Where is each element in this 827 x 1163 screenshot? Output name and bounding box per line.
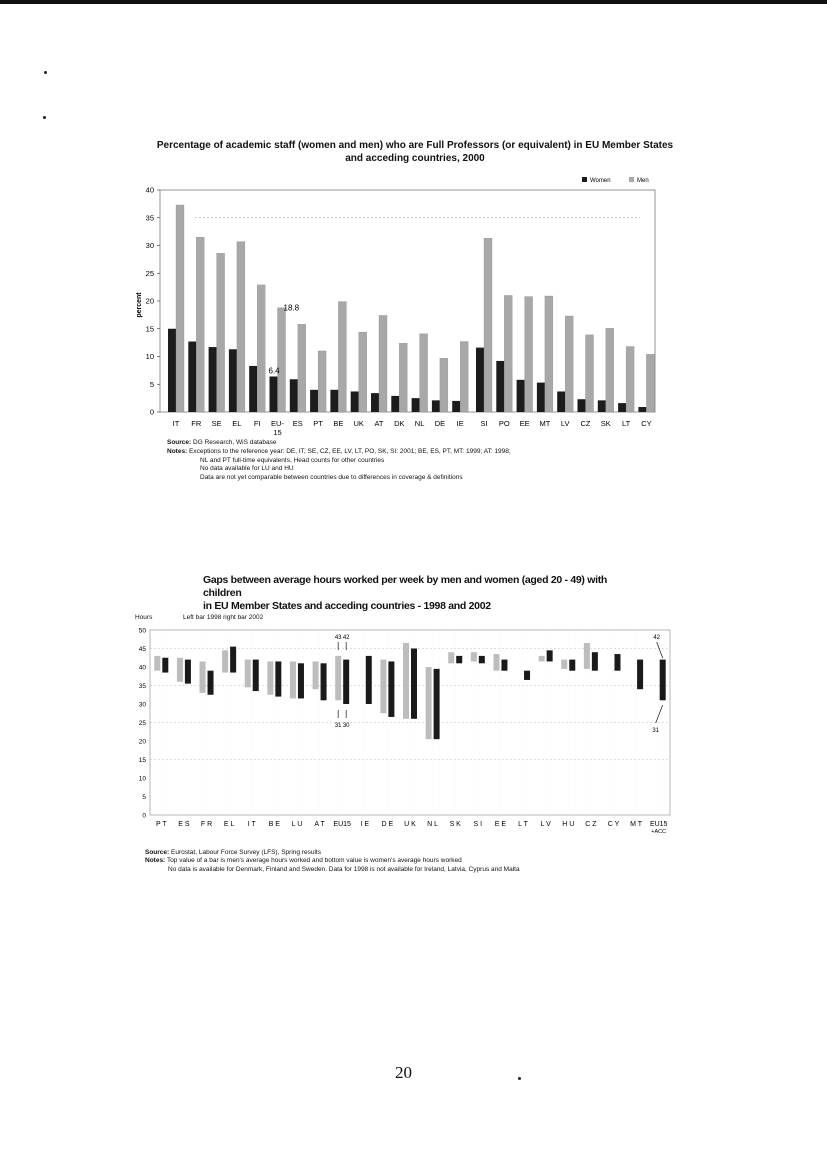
bar-1998-10	[380, 660, 386, 714]
page-top-border	[0, 0, 827, 4]
bar-women-be	[330, 390, 338, 412]
bar-women-at	[371, 393, 379, 412]
chart1-x-label-cz: CZ	[580, 419, 591, 428]
chart2-annot-acc-bottom: 31	[652, 728, 660, 734]
chart1-x-label-de: DE	[434, 419, 446, 428]
bar-women-cz	[578, 399, 586, 412]
chart2-x-label-0: P T	[155, 821, 167, 828]
chart1-note-2: NL and PT full-time equivalents, Head counts for other countries	[200, 456, 385, 464]
chart1-y-tick-label: 20	[145, 296, 154, 306]
bar-women-sk	[598, 400, 606, 412]
bar-men-cz	[586, 335, 594, 412]
chart2-y-tick-label: 40	[138, 664, 146, 672]
bar-men-po	[504, 295, 512, 412]
chart2-x-label-21: M T	[630, 821, 643, 828]
chart1-y-tick-label: 5	[149, 379, 154, 389]
bar-women-lt	[618, 403, 626, 412]
chart1-x-label-fi: FI	[253, 419, 261, 428]
page-number: 20	[395, 1063, 412, 1082]
bar-men-sk	[606, 328, 614, 412]
bar-2002-15	[501, 660, 507, 671]
chart1-annotation-men: 18.8	[283, 303, 300, 313]
chart2-hours-gap-chart	[120, 620, 680, 845]
bar-men-ee	[525, 297, 533, 412]
chart2-note-2: No data is available for Denmark, Finland and Sweden. Data for 1998 is not available for Ireland, Latvia, Cyprus and Malta	[168, 865, 520, 873]
bar-1998-17	[539, 656, 545, 662]
chart1-x-label-ee: EE	[519, 419, 530, 428]
chart2-x-label-22: EU15	[649, 821, 668, 828]
chart1-y-tick-label: 25	[145, 268, 154, 278]
chart1-x-label-pt: PT	[313, 419, 323, 428]
bar-2002-8	[343, 660, 349, 704]
bar-men-eu-15	[278, 308, 286, 412]
chart2-x-label-15: E E	[494, 821, 507, 828]
legend-swatch-women	[582, 177, 587, 182]
bar-women-de	[432, 400, 440, 412]
chart2-x-label-2: F R	[200, 821, 213, 828]
bar-women-mt	[537, 383, 545, 412]
chart1-y-tick-label: 40	[145, 185, 154, 195]
chart2-x-label-5: B E	[268, 821, 280, 828]
chart1-x-label-se: SE	[211, 419, 222, 428]
bar-women-es	[290, 379, 298, 412]
bar-2002-13	[456, 656, 462, 663]
bar-1998-14	[471, 652, 477, 661]
chart2-series-note: Left bar 1998 right bar 2002	[183, 614, 264, 621]
chart2-x-label-13: S K	[449, 821, 461, 828]
chart1-source	[167, 439, 276, 448]
bar-men-nl	[420, 334, 428, 412]
chart1-x-label-eu-15: 15	[273, 428, 282, 437]
chart2-y-tick-label: 10	[138, 775, 146, 783]
chart1-y-tick-label: 15	[145, 324, 154, 334]
scan-speck	[44, 71, 47, 74]
chart2-arrow	[656, 705, 663, 723]
bar-1998-18	[561, 660, 567, 669]
chart2-units-label: Hours	[135, 614, 153, 621]
chart1-x-label-es: ES	[292, 419, 303, 428]
chart2-x-label-3: E L	[223, 821, 235, 828]
chart2-x-label-19: C Z	[585, 821, 597, 828]
chart2-x-label-8: EU15	[333, 821, 351, 828]
bar-2002-17	[547, 650, 553, 661]
bar-1998-8	[335, 656, 341, 700]
bar-1998-4	[245, 660, 251, 688]
chart2-y-tick-label: 50	[138, 627, 146, 635]
chart1-note-3: No data available for LU and HU	[200, 465, 294, 472]
chart2-y-tick-label: 45	[138, 646, 146, 653]
chart2-note-1: Top value of a bar is men's average hours worked and bottom value is women's average hours worked	[166, 857, 462, 864]
chart1-x-label-ie: IE	[456, 419, 464, 428]
bar-women-po	[496, 361, 504, 412]
chart2-x-label-11: U K	[404, 821, 416, 828]
bar-2002-10	[388, 661, 394, 717]
chart1-note-4: Data are not yet comparable between countries due to differences in coverage & definitions	[200, 473, 463, 481]
scan-speck	[43, 116, 46, 119]
bar-men-dk	[399, 343, 407, 412]
chart2-x-label-9: I E	[360, 821, 370, 828]
legend-label-women: Women	[590, 178, 611, 184]
chart2-arrow	[657, 642, 663, 658]
bar-1998-0	[154, 656, 160, 671]
bar-2002-2	[208, 671, 214, 695]
bar-men-fi	[257, 285, 265, 412]
bar-2002-21	[637, 660, 643, 690]
bar-1998-2	[200, 661, 206, 692]
legend-swatch-men	[629, 177, 634, 182]
chart1-y-tick-label: 35	[145, 213, 154, 223]
bar-men-es	[298, 324, 306, 412]
chart2-x-label-22: +ACC	[651, 829, 667, 835]
chart1-x-label-nl: NL	[414, 419, 425, 428]
bar-women-fr	[188, 342, 196, 412]
bar-2002-19	[592, 652, 598, 671]
bar-2002-5	[275, 661, 281, 696]
bar-men-at	[379, 315, 387, 412]
chart1-notes-label: Notes:	[167, 448, 188, 455]
bar-2002-22	[660, 660, 666, 701]
chart2-y-tick-label: 25	[138, 720, 146, 727]
bar-2002-11	[411, 649, 417, 719]
chart1-x-label-si: SI	[480, 419, 488, 428]
bar-men-be	[338, 302, 346, 412]
bar-2002-6	[298, 663, 304, 698]
chart1-x-label-be: BE	[333, 419, 344, 428]
bar-women-dk	[391, 396, 399, 412]
chart1-source-label: Source:	[167, 439, 192, 446]
bar-women-se	[209, 347, 217, 412]
bar-1998-7	[313, 661, 319, 689]
chart1-professors-bar-chart	[120, 170, 665, 440]
chart2-notes	[145, 857, 520, 874]
bar-1998-3	[222, 650, 228, 672]
chart1-x-label-mt: MT	[539, 419, 551, 428]
bar-men-pt	[318, 351, 326, 412]
chart2-annot-eu15-top: 43	[334, 635, 342, 641]
bar-2002-18	[569, 660, 575, 671]
chart2-annot-acc-top: 42	[653, 635, 661, 641]
chart2-y-tick-label: 5	[142, 794, 146, 801]
legend-label-men: Men	[637, 178, 649, 184]
chart2-y-tick-label: 35	[138, 683, 146, 690]
bar-women-lv	[557, 391, 565, 412]
bar-women-eu-15	[270, 376, 278, 412]
bar-1998-19	[584, 643, 590, 669]
bar-2002-0	[162, 658, 168, 673]
bar-2002-7	[321, 663, 327, 700]
bar-women-pt	[310, 390, 318, 412]
bar-1998-15	[493, 654, 499, 671]
chart1-x-label-sk: SK	[600, 419, 611, 428]
chart1-annotation-women: 6.4	[268, 366, 280, 376]
chart1-x-label-lt: LT	[621, 419, 631, 428]
bar-men-el	[237, 242, 245, 412]
bar-2002-1	[185, 660, 191, 684]
bar-men-de	[440, 358, 448, 412]
chart1-notes	[167, 448, 511, 482]
scan-speck	[518, 1077, 521, 1080]
chart1-y-tick-label: 10	[145, 352, 154, 361]
chart2-x-label-17: L V	[540, 821, 551, 828]
bar-1998-13	[448, 652, 454, 663]
bar-men-lt	[626, 347, 634, 412]
bar-men-si	[484, 238, 492, 412]
bar-women-cy	[638, 407, 646, 412]
bar-women-ie	[452, 401, 460, 412]
chart1-source-text: DG Research, WiS database	[193, 439, 277, 446]
chart1-x-label-po: PO	[498, 419, 510, 428]
chart1-y-tick-label: 0	[149, 407, 154, 417]
bar-1998-5	[267, 661, 273, 694]
bar-2002-12	[434, 669, 440, 739]
bar-women-ee	[517, 380, 525, 412]
chart2-source-text: Eurostat, Labour Force Survey (LFS), Spring results	[171, 849, 321, 856]
bar-men-ie	[460, 342, 468, 412]
bar-2002-14	[479, 656, 485, 663]
chart1-y-tick-label: 30	[145, 241, 154, 250]
bar-men-it	[176, 205, 184, 412]
chart1-x-label-uk: UK	[353, 419, 364, 428]
chart2-title-line2: in EU Member States and acceding countries - 1998 and 2002	[203, 600, 491, 612]
chart2-y-tick-label: 0	[142, 812, 146, 820]
bar-men-fr	[196, 237, 204, 412]
chart2-x-label-1: E S	[178, 821, 190, 828]
chart2-y-tick-label: 30	[138, 701, 146, 709]
bar-women-uk	[351, 391, 359, 412]
bar-1998-11	[403, 643, 409, 719]
bar-2002-16	[524, 671, 530, 680]
bar-men-se	[217, 253, 225, 412]
bar-women-it	[168, 329, 176, 412]
chart1-x-label-eu-15: EU-	[271, 419, 284, 428]
chart2-x-label-7: A T	[314, 821, 325, 828]
bar-1998-6	[290, 661, 296, 698]
chart1-y-axis-label: percent	[136, 292, 143, 318]
chart2-x-label-14: S I	[473, 821, 483, 828]
chart1-x-label-lv: LV	[560, 419, 570, 428]
bar-women-el	[229, 349, 237, 412]
chart2-title-line1: Gaps between average hours worked per week by men and women (aged 20 - 49) with children	[203, 574, 608, 599]
bar-women-nl	[412, 398, 420, 412]
chart2-x-label-20: C Y	[607, 821, 620, 828]
bar-2002-3	[230, 647, 236, 673]
bar-men-lv	[565, 316, 573, 412]
chart2-x-label-12: N L	[427, 821, 439, 828]
bar-men-cy	[646, 354, 654, 412]
chart2-y-tick-label: 20	[138, 738, 146, 746]
bar-men-mt	[545, 296, 553, 412]
bar-men-uk	[359, 332, 367, 412]
chart2-x-label-4: I T	[247, 821, 256, 828]
bar-women-si	[476, 348, 484, 412]
chart1-x-label-it: IT	[172, 419, 180, 428]
bar-1998-1	[177, 658, 183, 682]
bar-2002-4	[253, 660, 259, 691]
chart1-x-label-fr: FR	[191, 419, 202, 428]
chart2-y-tick-label: 15	[138, 757, 146, 764]
chart2-x-label-18: H U	[562, 821, 575, 828]
chart1-x-label-cy: CY	[641, 419, 652, 428]
chart2-x-label-16: L T	[518, 821, 528, 828]
chart1-x-label-dk: DK	[394, 419, 405, 428]
chart2-annot-eu15-bottom: 30	[342, 723, 350, 729]
chart2-annot-eu15-bottom: 31	[334, 723, 342, 729]
chart2-notes-label: Notes:	[145, 857, 166, 864]
bar-2002-9	[366, 656, 372, 704]
chart1-x-label-at: AT	[374, 419, 384, 428]
chart1-x-label-el: EL	[232, 419, 242, 428]
chart2-annot-eu15-top: 42	[342, 635, 350, 641]
chart2-title	[203, 574, 633, 613]
chart1-title: Percentage of academic staff (women and men) who are Full Professors (or equivalent) in EU Member States and acceding countries, 2000	[156, 140, 674, 164]
chart1-note-1: Exceptions to the reference year: DE, IT, SE, CZ, EE, LV, LT, PO, SK, SI: 2001; BE, ES, PT, MT: 1999; AT: 1998;	[189, 448, 511, 455]
bar-women-fi	[249, 366, 257, 412]
chart2-source-label: Source:	[145, 849, 170, 856]
chart2-x-label-10: D E	[381, 821, 394, 828]
bar-1998-12	[426, 667, 432, 739]
chart2-x-label-6: L U	[291, 821, 303, 828]
bar-2002-20	[614, 654, 620, 671]
